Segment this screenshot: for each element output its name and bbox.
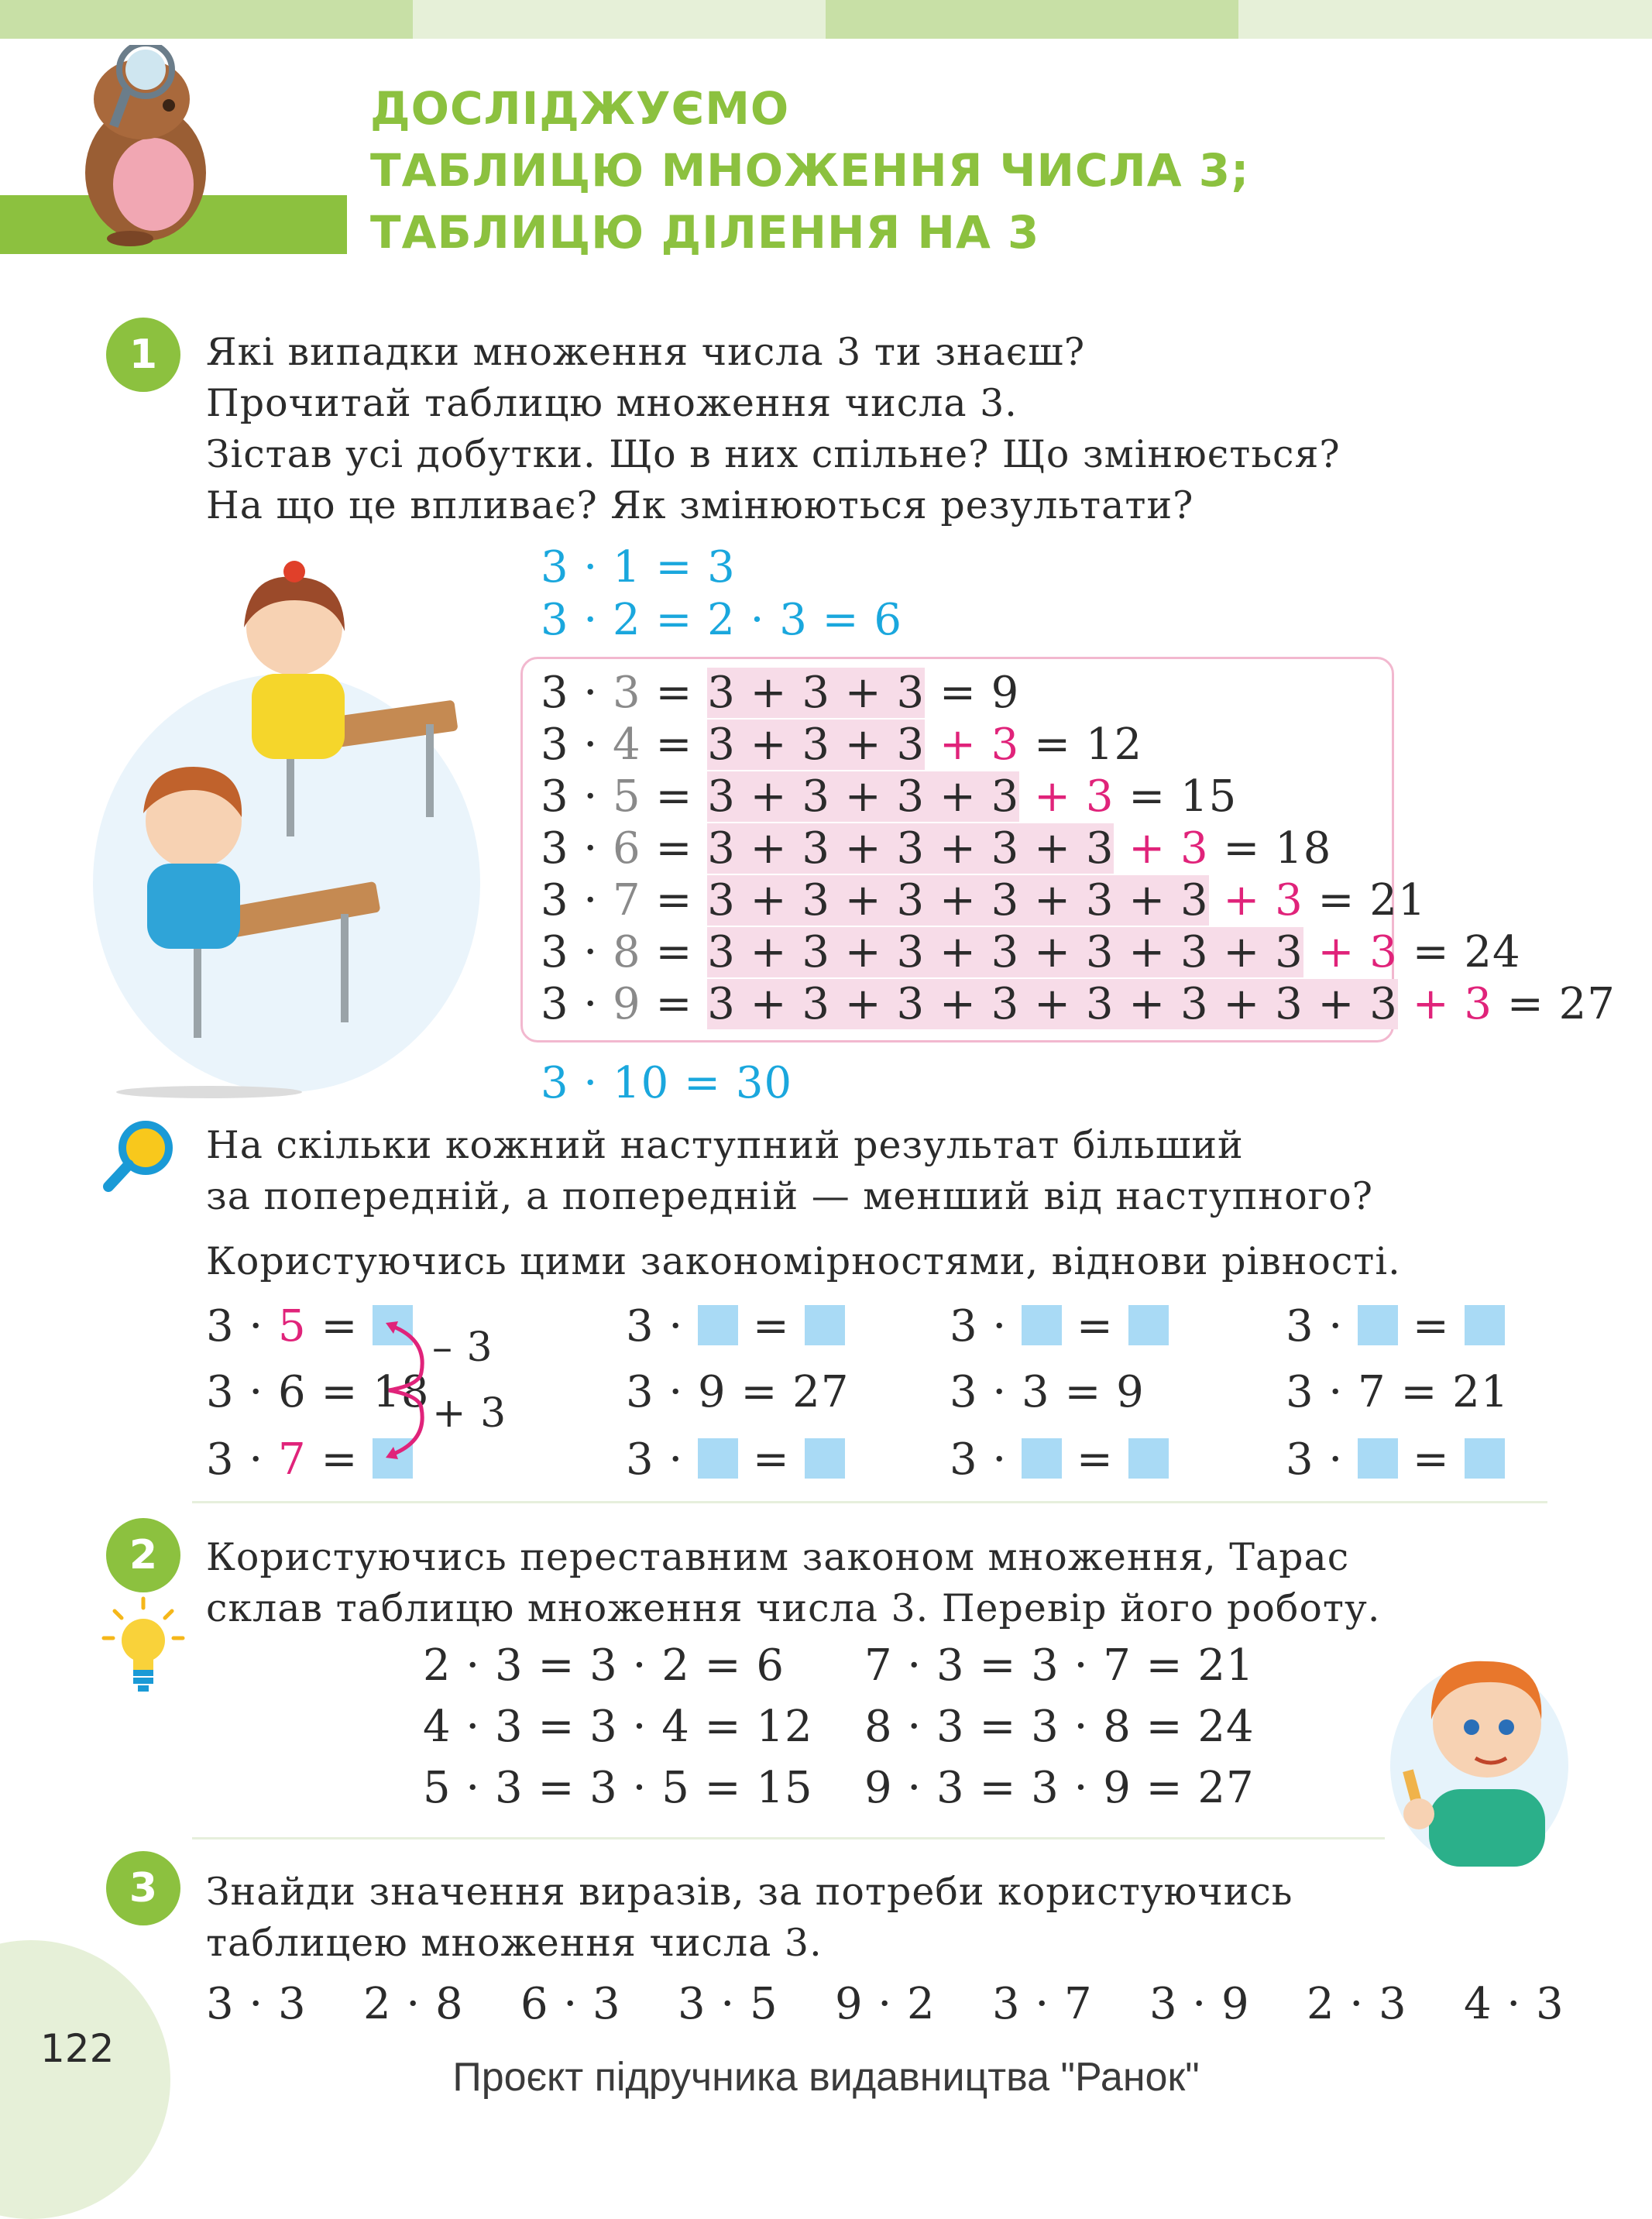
task1-line: Зістав усі добутки. Що в них спільне? Що змінюється? [206, 432, 1341, 476]
repeated-sum: 3 + 3 + 3 [707, 720, 926, 770]
factor-b: 3 [613, 668, 641, 718]
added-term: + 3 [1114, 823, 1209, 874]
answer-box[interactable] [1358, 1438, 1398, 1479]
section-divider [192, 1837, 1385, 1839]
factor-b: 9 [613, 979, 641, 1029]
example-row-top: 3 · 5 = [206, 1301, 413, 1352]
title-line: ТАБЛИЦЮ МНОЖЕННЯ ЧИСЛА 3; [370, 144, 1250, 197]
answer-box[interactable] [1022, 1438, 1062, 1479]
fill-row-top: 3 · = [1286, 1301, 1505, 1352]
row-result: = 24 [1397, 927, 1521, 977]
task3-line: таблицею множення числа 3. [206, 1921, 823, 1965]
added-term: + 3 [1208, 875, 1303, 926]
answer-box[interactable] [1358, 1305, 1398, 1345]
footer-note: Проєкт підручника видавництва "Ранок" [452, 2055, 1200, 2100]
fill-row-bottom: 3 · = [1286, 1434, 1505, 1485]
task3-text [206, 1867, 1293, 1969]
repeated-sum: 3 + 3 + 3 + 3 + 3 [707, 823, 1114, 874]
equals-sign: = [641, 720, 708, 770]
expression-item: 3 · 7 [992, 1979, 1093, 2029]
answer-box[interactable] [1128, 1438, 1169, 1479]
factor-a: 3 · [541, 668, 613, 718]
example-row-middle: 3 · 6 = 18 [206, 1367, 430, 1417]
equation-3x2: 3 · 2 = 2 · 3 = 6 [541, 595, 902, 645]
task2-left-row: 5 · 3 = 3 · 5 = 15 [423, 1763, 813, 1813]
research-text [206, 1120, 1401, 1287]
plus-three-label: + 3 [432, 1390, 507, 1437]
equals-sign: = [641, 979, 708, 1029]
added-term: + 3 [925, 720, 1020, 770]
bracket-arrows-icon [381, 1317, 435, 1464]
answer-box[interactable] [1128, 1305, 1169, 1345]
fill-row-bottom: 3 · = [950, 1434, 1169, 1485]
fill-row-bottom: 3 · = [626, 1434, 845, 1485]
task-number-badge: 2 [106, 1518, 180, 1592]
task2-left-row: 2 · 3 = 3 · 2 = 6 [423, 1640, 785, 1691]
task1-line: Які випадки множення числа 3 ти знаєш? [206, 330, 1086, 374]
repeated-sum: 3 + 3 + 3 + 3 + 3 + 3 + 3 [707, 927, 1303, 977]
example-number: 7 [278, 1434, 307, 1485]
answer-box[interactable] [1465, 1305, 1505, 1345]
fill-row-top: 3 · = [950, 1301, 1169, 1352]
factor-b: 7 [613, 875, 641, 926]
fill-row-middle: 3 · 3 = 9 [950, 1367, 1145, 1417]
task2-right-row: 7 · 3 = 3 · 7 = 21 [864, 1640, 1255, 1691]
task2-line: Користуючись переставним законом множення, Тарас [206, 1535, 1350, 1579]
repeated-sum: 3 + 3 + 3 + 3 [707, 771, 1020, 822]
added-term: + 3 [1397, 979, 1493, 1029]
answer-box[interactable] [1022, 1305, 1062, 1345]
factor-b: 8 [613, 927, 641, 977]
sum-table-row [541, 927, 1521, 977]
equals-sign: = [641, 823, 708, 874]
task-number-badge: 3 [106, 1851, 180, 1925]
equals-sign: = [641, 668, 708, 718]
task-number-badge: 1 [106, 318, 180, 392]
factor-a: 3 · [541, 927, 613, 977]
top-bar-segment [413, 0, 826, 39]
repeated-sum: 3 + 3 + 3 + 3 + 3 + 3 + 3 + 3 [707, 979, 1398, 1029]
factor-a: 3 · [541, 823, 613, 874]
sum-table-row [541, 875, 1427, 926]
row-result: = 15 [1114, 771, 1238, 822]
task1-line: Прочитай таблицю множення числа 3. [206, 381, 1018, 425]
fill-row-middle: 3 · 7 = 21 [1286, 1367, 1509, 1417]
research-line: На скільки кожний наступний результат більший [206, 1123, 1244, 1167]
sum-table-row [541, 720, 1142, 770]
page-title [370, 77, 1249, 263]
row-result: = 12 [1019, 720, 1143, 770]
row-result: = 27 [1492, 979, 1616, 1029]
title-line: ДОСЛІДЖУЄМО [370, 82, 790, 135]
expression-item: 4 · 3 [1464, 1979, 1564, 2029]
row-result: = 9 [925, 668, 1020, 718]
factor-b: 6 [613, 823, 641, 874]
sum-table-row [541, 823, 1331, 874]
fill-row-middle: 3 · 9 = 27 [626, 1367, 850, 1417]
top-bar-segment [1238, 0, 1652, 39]
task2-text [206, 1532, 1380, 1634]
task2-line: склав таблицю множення числа 3. Перевір його роботу. [206, 1586, 1381, 1630]
equals-sign: = [641, 927, 708, 977]
boy-with-pencil-illustration [1386, 1634, 1572, 1867]
answer-box[interactable] [698, 1305, 738, 1345]
expression-item: 6 · 3 [520, 1979, 621, 2029]
repeated-sum: 3 + 3 + 3 + 3 + 3 + 3 [707, 875, 1209, 926]
research-line: за попередній, а попередній — менший від наступного? [206, 1174, 1374, 1218]
factor-b: 4 [613, 720, 641, 770]
expression-item: 3 · 9 [1149, 1979, 1250, 2029]
minus-three-label: – 3 [432, 1324, 493, 1371]
sum-table-row [541, 668, 1019, 718]
repeated-sum: 3 + 3 + 3 [707, 668, 926, 718]
example-number: 5 [278, 1301, 307, 1352]
top-bar-segment [0, 0, 413, 39]
equation-3x1: 3 · 1 = 3 [541, 542, 736, 593]
task3-line: Знайди значення виразів, за потреби користуючись [206, 1870, 1293, 1914]
expression-item: 3 · 3 [206, 1979, 307, 2029]
capybara-mascot-illustration [68, 45, 223, 246]
title-line: ТАБЛИЦЮ ДІЛЕННЯ НА 3 [370, 206, 1040, 259]
factor-a: 3 · [541, 979, 613, 1029]
equation-3x10: 3 · 10 = 30 [541, 1058, 793, 1108]
task2-left-row: 4 · 3 = 3 · 4 = 12 [423, 1702, 813, 1752]
children-at-desks-illustration [77, 558, 480, 1100]
expression-item: 3 · 5 [678, 1979, 778, 2029]
added-term: + 3 [1019, 771, 1114, 822]
added-term: + 3 [1303, 927, 1398, 977]
answer-box[interactable] [805, 1438, 845, 1479]
factor-a: 3 · [541, 720, 613, 770]
top-bar-segment [826, 0, 1238, 39]
expression-item: 9 · 2 [835, 1979, 936, 2029]
expression-item: 2 · 8 [363, 1979, 464, 2029]
lightbulb-icon [101, 1596, 186, 1696]
page-number: 122 [40, 2026, 115, 2071]
magnifier-icon [101, 1115, 178, 1193]
factor-a: 3 · [541, 875, 613, 926]
answer-box[interactable] [805, 1305, 845, 1345]
answer-box[interactable] [698, 1438, 738, 1479]
sum-table-row [541, 771, 1237, 822]
factor-a: 3 · [541, 771, 613, 822]
row-result: = 18 [1208, 823, 1332, 874]
research-line: Користуючись цими закономірностями, віднови рівності. [206, 1239, 1401, 1283]
task2-right-row: 9 · 3 = 3 · 9 = 27 [864, 1763, 1255, 1813]
task1-text [206, 327, 1341, 531]
expression-item: 2 · 3 [1307, 1979, 1407, 2029]
equals-sign: = [641, 875, 708, 926]
equals-sign: = [641, 771, 708, 822]
task1-line: На що це впливає? Як змінюються результати? [206, 483, 1194, 527]
task2-right-row: 8 · 3 = 3 · 8 = 24 [864, 1702, 1255, 1752]
answer-box[interactable] [1465, 1438, 1505, 1479]
row-result: = 21 [1303, 875, 1427, 926]
sum-table-row [541, 979, 1616, 1029]
example-row-bottom: 3 · 7 = [206, 1434, 413, 1485]
factor-b: 5 [613, 771, 641, 822]
fill-row-top: 3 · = [626, 1301, 845, 1352]
section-divider [192, 1501, 1547, 1503]
